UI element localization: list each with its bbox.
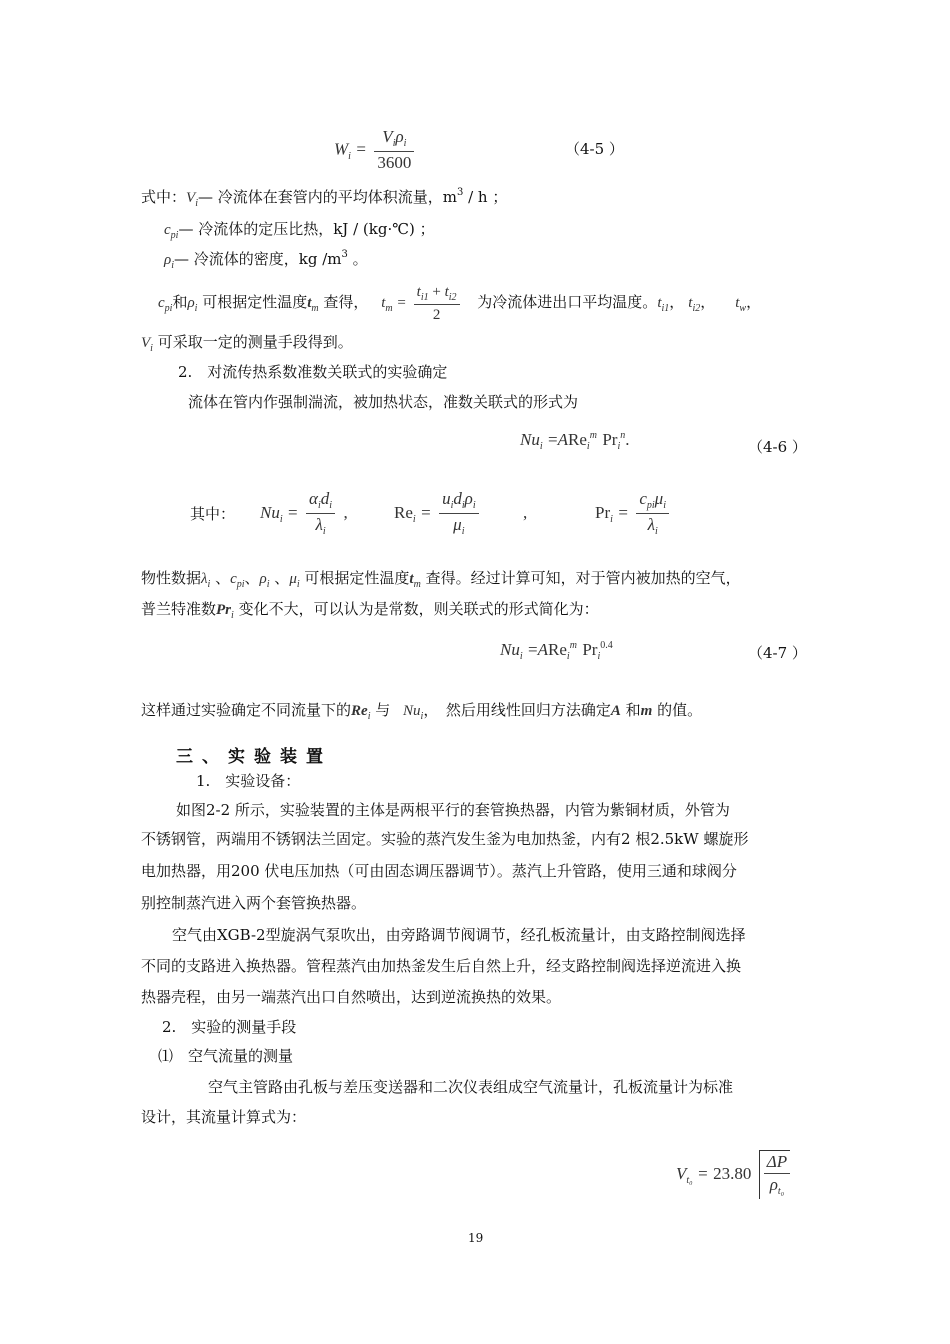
heading-air-flow: ⑴ 空气流量的测量 [158, 1047, 294, 1065]
heading-measurement: 2. 实验的测量手段 [162, 1018, 297, 1036]
flow-paragraph: 流体在管内作强制湍流，被加热状态，准数关联式的形式为 [188, 393, 579, 411]
section-heading-apparatus: 三、实验装置 [176, 747, 332, 767]
mean-temperature-fraction: $\frac{t_{i1} + t_{i2}}{2}$ [414, 281, 460, 325]
where-line-vi: 式中：$V_i—$ 冷流体在套管内的平均体积流量，$m^3$ / h ； [141, 187, 508, 209]
vi-line: $V_i$ 可采取一定的测量手段得到。 [141, 333, 353, 354]
prandtl-line: 普兰特准数$Pr_i$ 变化不大，可以认为是常数，则关联式的形式简化为： [141, 600, 599, 621]
equation-4-6: $Nu_i =ARe_i^m$ $Pr_i^n$. [520, 430, 630, 452]
equation-4-5: $W_i$ = $\frac{V_i\rho_i}{3600}$ [334, 126, 417, 174]
equation-number-4-7: （4-7 ） [748, 644, 807, 662]
flow-rate-equation: $V_{t_0} = 23.80$ $\frac{\Delta P}{\rho_{t_0}}$ [676, 1150, 790, 1199]
heading-correlation: 2. 对流传热系数准数关联式的实验确定 [178, 363, 448, 381]
page-number: 19 [468, 1231, 484, 1245]
square-root: $\frac{\Delta P}{\rho_{t_0}}$ [759, 1150, 790, 1199]
where-line-cp: $c_{pi}—$ 冷流体的定压比热，kJ / (kg·℃) ； [164, 220, 435, 241]
heading-equipment: 1. 实验设备： [196, 772, 301, 790]
where-line-rho: $\rho_i—$ 冷流体的密度，kg $/m^3$ 。 [164, 249, 368, 271]
mean-temperature-line: $c_{pi}$和$\rho_i$ 可根据定性温度$t_m$ 查得， $t_m$ = $\frac{t_{i1} + t_{i2}}{2}$ 为冷流体进出口平均温度。$t_{i1}$， $t_{i2}$， $t_w$， [158, 280, 761, 327]
physical-properties-line: 物性数据$\lambda_i$ 、$c_{pi}$、$\rho_i$ 、$\mu_i$ 可根据定性温度$t_m$ 查得。经过计算可知，对于管内被加热的空气， [141, 569, 741, 590]
prandtl-definition: $Pr_i$ = $\frac{c_{pi}\mu_i}{\lambda_i}$ [595, 488, 672, 539]
equation-4-7: $Nu_i =ARe_i^m$ $Pr_i^{0.4}$ [500, 640, 613, 662]
equation-number-4-6: （4-6 ） [748, 438, 807, 456]
fraction: $\frac{V_i\rho_i}{3600}$ [374, 126, 414, 174]
reynolds-definition: $Re_i$ = $\frac{u_id_i\rho_i}{\mu_i}$ , [394, 489, 528, 537]
nusselt-definition: $Nu_i$ = $\frac{\alpha_id_i}{\lambda_i}$ , [260, 489, 348, 537]
regression-line: 这样通过实验确定不同流量下的$Re_i$ 与 $Nu_i$， 然后用线性回归方法确定A 和m 的值。 [141, 701, 703, 722]
definitions-label: 其中： [190, 505, 236, 523]
equation-number-4-5: （4-5 ） [565, 140, 624, 158]
